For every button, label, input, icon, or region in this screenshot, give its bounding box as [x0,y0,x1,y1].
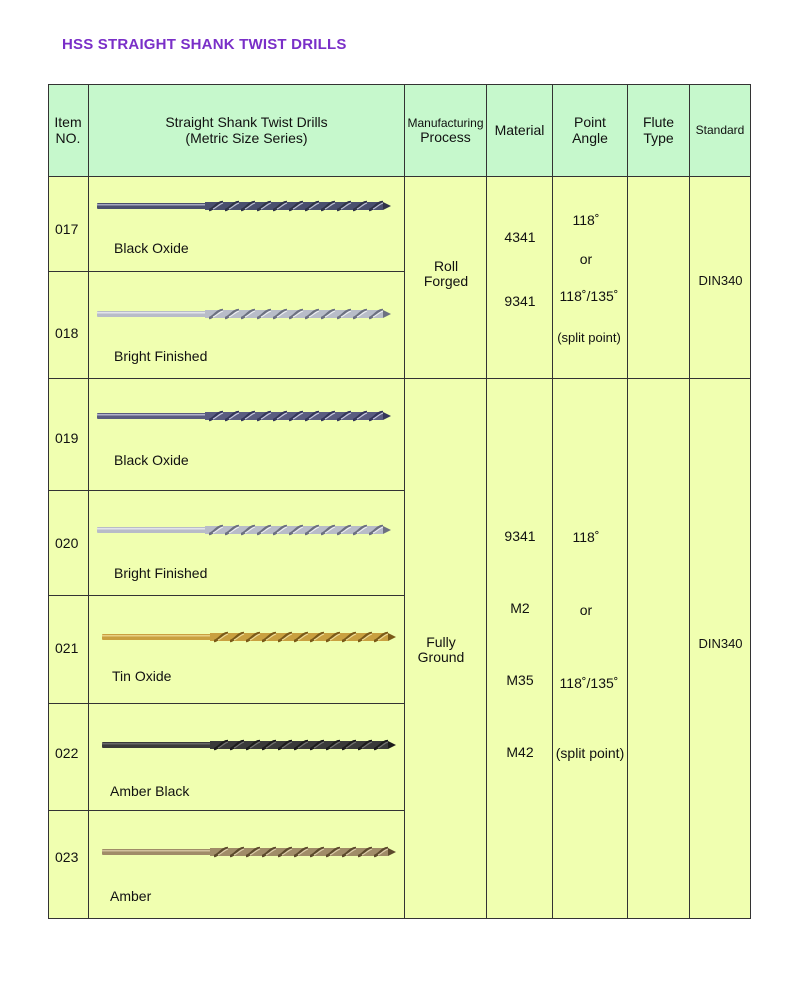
item-no-021: 021 [55,640,79,656]
finish-label-021: Tin Oxide [112,668,172,684]
header-material [487,84,553,177]
finish-label-018: Bright Finished [114,348,208,364]
black-oxide-drill-icon [97,198,393,214]
header-product-line1: Straight Shank Twist Drills [165,114,328,130]
header-process-line2: Process [420,128,471,145]
item-no-019: 019 [55,430,79,446]
group2-material-3: M35 [506,672,534,688]
item-no-017: 017 [55,221,79,237]
header-item-line1: Item [54,114,82,130]
finish-label-017: Black Oxide [114,240,189,256]
group2-process [405,635,477,665]
finish-label-022: Amber Black [110,783,190,799]
group2-material-2: M2 [510,600,530,616]
group2-point-b: 118˚/135˚ [559,675,619,691]
page-title: HSS STRAIGHT SHANK TWIST DRILLS [62,36,347,53]
header-process-line1: Manufacturing [407,115,484,130]
finish-label-023: Amber [110,888,152,904]
group2-point-a: 118˚ [572,529,600,545]
black-oxide-drill-icon [97,408,393,424]
group2-material-4: M42 [506,744,534,760]
amber-drill-icon [102,844,398,860]
bright-drill-icon [97,522,393,538]
finish-label-019: Black Oxide [114,452,189,468]
group1-point-or: or [579,251,593,267]
group2-material-1: 9341 [504,528,536,544]
group1-flute-cell [628,177,690,379]
header-item-no [48,84,89,177]
item-no-022: 022 [55,745,79,761]
item-no-020: 020 [55,535,79,551]
header-product [89,84,405,177]
item-no-018: 018 [55,325,79,341]
group1-point-c: (split point) [557,330,621,345]
bright-drill-icon [97,306,393,322]
group2-material-cell [487,379,553,919]
group1-standard: DIN340 [698,273,743,288]
group2-point-cell [553,379,628,919]
row-021-product-cell [89,596,405,704]
group1-point-a: 118˚ [572,212,600,228]
header-point-angle [553,84,628,177]
header-process [405,84,487,177]
group2-standard: DIN340 [698,636,743,651]
item-no-023: 023 [55,849,79,865]
header-standard [690,84,751,177]
header-item-line2: NO. [55,130,81,146]
amber-black-drill-icon [102,737,398,753]
row-017-product-cell [89,177,405,272]
group2-point-c: (split point) [555,745,625,761]
header-point-line2: Angle [572,130,608,146]
group2-flute-cell [628,379,690,919]
group1-process [405,259,487,289]
group1-material-1: 4341 [504,229,536,245]
header-standard-label: Standard [695,123,745,137]
tin-oxide-drill-icon [102,629,398,645]
header-product-line2: (Metric Size Series) [185,130,308,146]
group1-material-2: 9341 [504,293,536,309]
header-material-label: Material [494,122,545,138]
group1-process-line1: Roll [433,258,459,274]
row-023-number-cell [48,811,89,919]
row-019-product-cell [89,379,405,491]
header-point-line1: Point [574,114,606,130]
finish-label-020: Bright Finished [114,565,208,581]
group2-process-line1: Fully [426,634,456,650]
group1-material-cell [487,177,553,379]
group2-process-line2: Ground [417,649,465,665]
group1-point-cell [553,177,628,379]
header-flute-type [628,84,690,177]
group1-process-line2: Forged [423,273,469,289]
header-flute-line2: Type [643,130,674,146]
group1-point-b: 118˚/135˚ [559,288,619,304]
header-flute-line1: Flute [642,114,675,130]
group2-point-or: or [579,602,593,618]
